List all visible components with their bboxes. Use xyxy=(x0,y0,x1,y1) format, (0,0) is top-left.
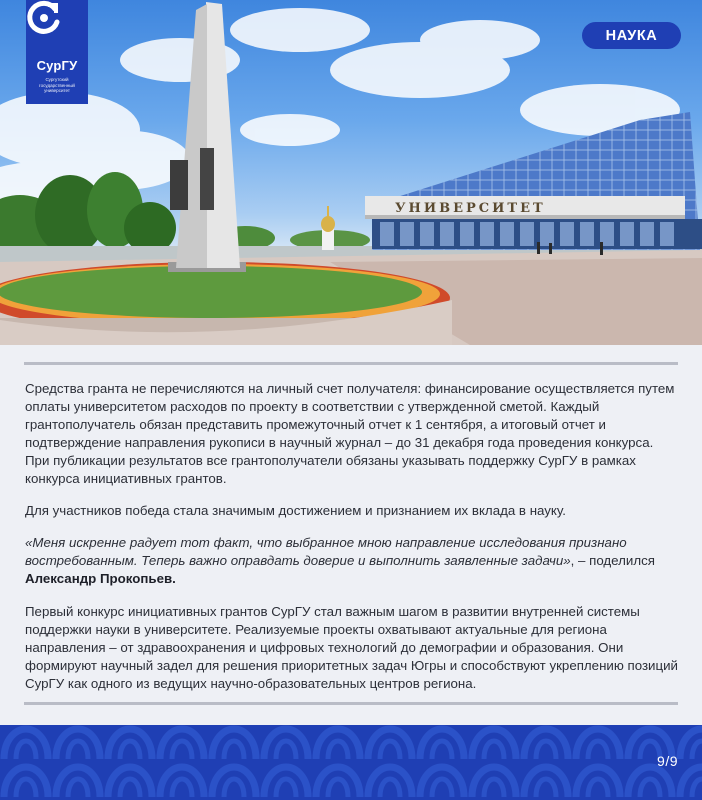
header-photo xyxy=(0,0,702,345)
university-logo[interactable] xyxy=(26,0,88,104)
quote-paragraph xyxy=(25,534,678,588)
building-sign: УНИВЕРСИТЕТ xyxy=(395,201,546,216)
divider-top xyxy=(24,362,678,365)
quote-suffix: , – поделился xyxy=(570,553,655,568)
page-number: 9/9 xyxy=(657,753,678,769)
category-badge[interactable]: НАУКА xyxy=(582,22,681,49)
logo-icon xyxy=(26,0,62,36)
quote-text: «Меня искренне радует тот факт, что выбранное мною направление исследования признано востребованным. Теперь важно оправдать доверие и выполнить заявленные задачи» xyxy=(25,535,627,568)
logo-subtitle: Сургутский государственный университет xyxy=(39,77,75,93)
paragraph-funding: Средства гранта не перечисляются на личный счет получателя: финансирование осуществляется путем оплаты университетом расходов по проекту в соответствии с утвержденной сметой. Каждый грантополучатель обязан представить промежуточный отчет к 1 сентября, а итоговый отчет и подтверждение направления рукописи в научный журнал – до 31 декабря года проведения конкурса. При публикации результатов все грантополучатели обязаны указывать поддержку СурГУ в рамках конкурса инициативных грантов. xyxy=(25,381,675,486)
quote-author: Александр Прокопьев. xyxy=(25,571,176,586)
divider-bottom xyxy=(24,702,678,705)
university-building xyxy=(365,112,702,250)
chapel xyxy=(321,206,335,250)
footer-band xyxy=(0,725,702,800)
article-body xyxy=(25,380,678,707)
paragraph-achievement: Для участников победа стала значимым достижением и признанием их вклада в науку. xyxy=(25,503,566,518)
campus-illustration xyxy=(0,0,702,345)
paragraph-conclusion: Первый конкурс инициативных грантов СурГУ стал важным шагом в развитии внутренней системы поддержки науки в университете. Реализуемые проекты охватывают актуальные для региона направления – от здравоохранения и цифровых технологий до демографии и образования. Они формируют научный задел для решения приоритетных задач Югры и способствуют укреплению позиций СурГУ как одного из ведущих научно-образовательных центров региона. xyxy=(25,604,678,691)
footer-pattern xyxy=(0,725,702,800)
logo-name: СурГУ xyxy=(36,58,78,73)
